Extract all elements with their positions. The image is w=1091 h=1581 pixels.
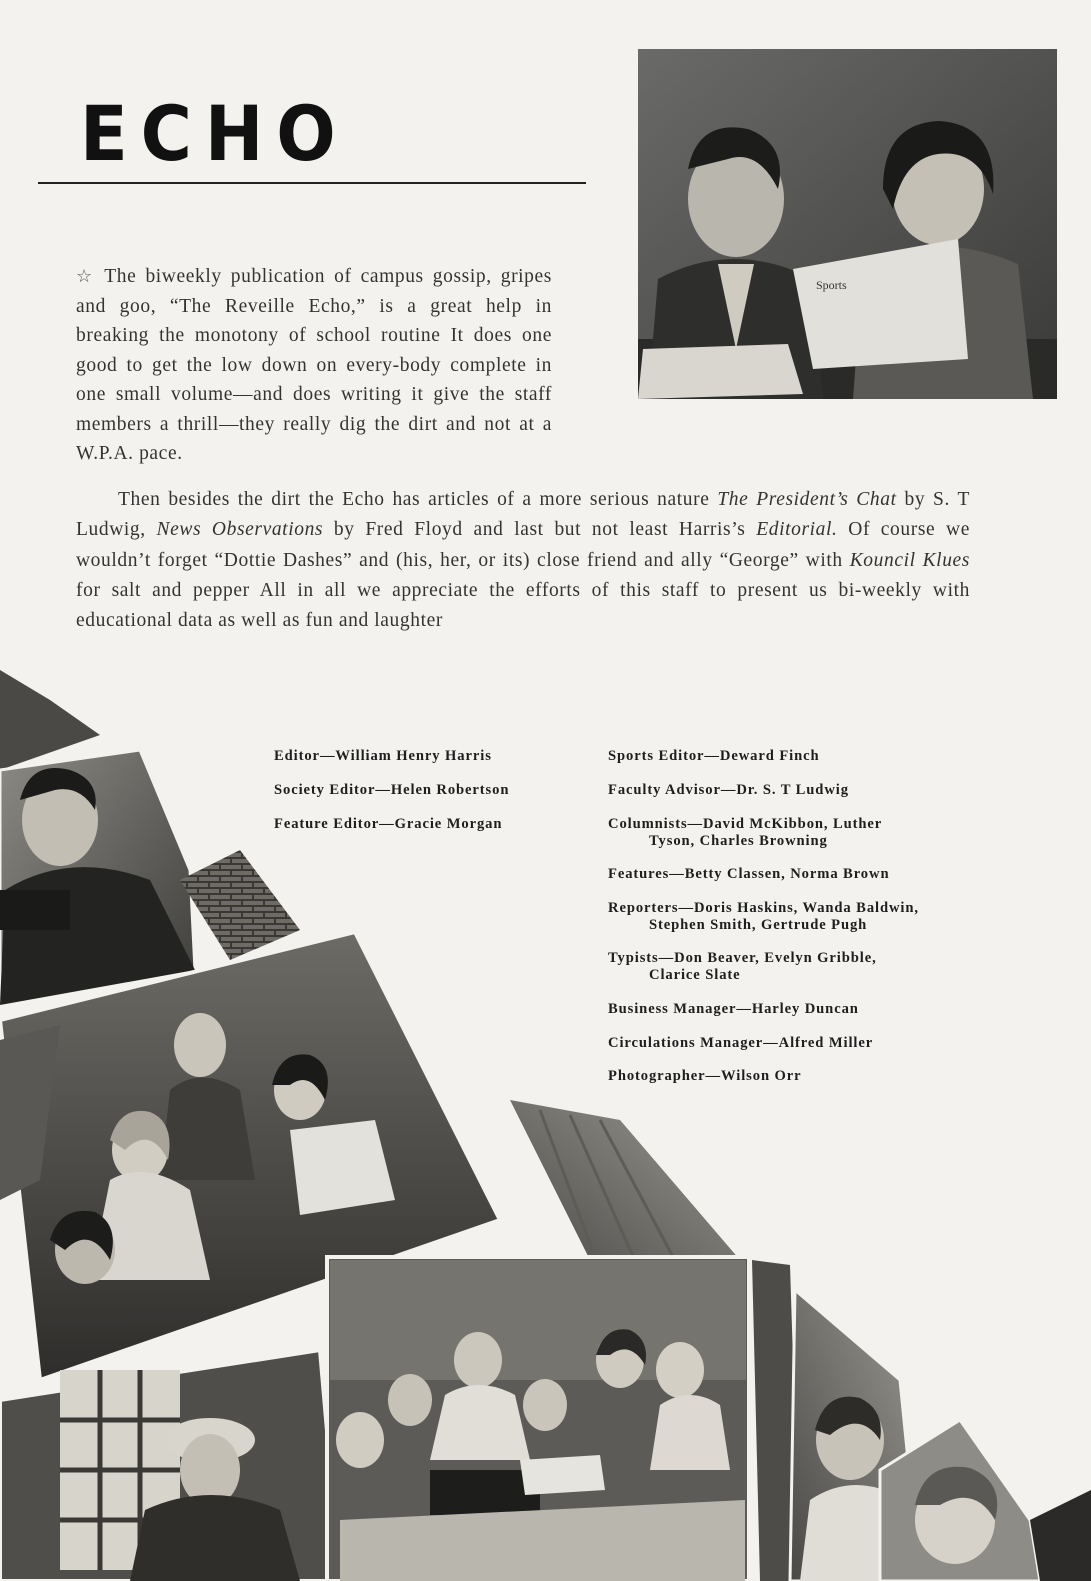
column-title: Editorial. [756,519,838,541]
body-text: by S. T Ludwig, [76,489,970,541]
body-text: by Fred Floyd and last but not least Harris’s [323,519,757,541]
body-text: Of course we wouldn’t forget “Dottie Dashes” and (his, her, or its) close friend and ally “George” with [76,519,970,571]
staff-line: Faculty Advisor—Dr. S. T Ludwig [608,782,849,798]
staff-line: Features—Betty Classen, Norma Brown [608,866,890,882]
page-title: ECHO [80,89,349,178]
body-text: for salt and pepper All in all we appreciate the efforts of this staff to present us bi-weekly with educational data as well as fun and laughter [76,579,970,632]
column-title: News Observations [156,519,324,541]
staff-line: Typists—Don Beaver, Evelyn Gribble, [608,950,877,966]
collage-photo-corner-bottom-right [1030,1490,1091,1581]
staff-line: Columnists—David McKibbon, Luther [608,816,883,832]
editors-photo [638,49,1057,399]
staff-line: Sports Editor—Deward Finch [608,748,820,764]
body-text: Then besides the dirt the Echo has articles of a more serious nature [118,489,718,510]
collage-photo-corner [0,670,100,770]
intro-paragraph [76,262,552,469]
staff-line: Business Manager—Harley Duncan [608,1001,859,1017]
column-title: Kouncil Klues [849,549,970,571]
collage-photo-hat-man [0,1350,340,1581]
staff-entry: Editor—William Henry Harris [274,748,492,764]
svg-text:Sports: Sports [816,278,847,292]
collage-photo-typist [0,750,195,1005]
collage-photo-newsroom [327,1257,749,1581]
title-rule [38,182,586,184]
photo-collage [0,660,1091,1581]
staff-line: Reporters—Doris Haskins, Wanda Baldwin, [608,900,919,916]
body-paragraph [76,485,970,636]
staff-line: Clarice Slate [649,967,741,983]
staff-line: Photographer—Wilson Orr [608,1068,802,1084]
column-title: The President’s Chat [717,489,897,510]
intro-text: The biweekly publication of campus gossip, gripes and goo, “The Reveille Echo,” is a great help in breaking the monotony of school routine It does one good to get the low down on every-body complete in one small volume—and does writing it give the staff members a thrill—they really dig the dirt and not at a W.P.A. pace. [76,266,552,464]
staff-entry: Feature Editor—Gracie Morgan [274,816,503,832]
staff-line: Tyson, Charles Browning [649,833,828,849]
collage-photo-wood [510,1100,740,1280]
collage-photo-brick [180,850,300,960]
star-outline-icon: ☆ [76,266,97,287]
staff-line: Circulations Manager—Alfred Miller [608,1035,874,1051]
staff-entry: Society Editor—Helen Robertson [274,782,510,798]
staff-line: Stephen Smith, Gertrude Pugh [649,917,868,933]
